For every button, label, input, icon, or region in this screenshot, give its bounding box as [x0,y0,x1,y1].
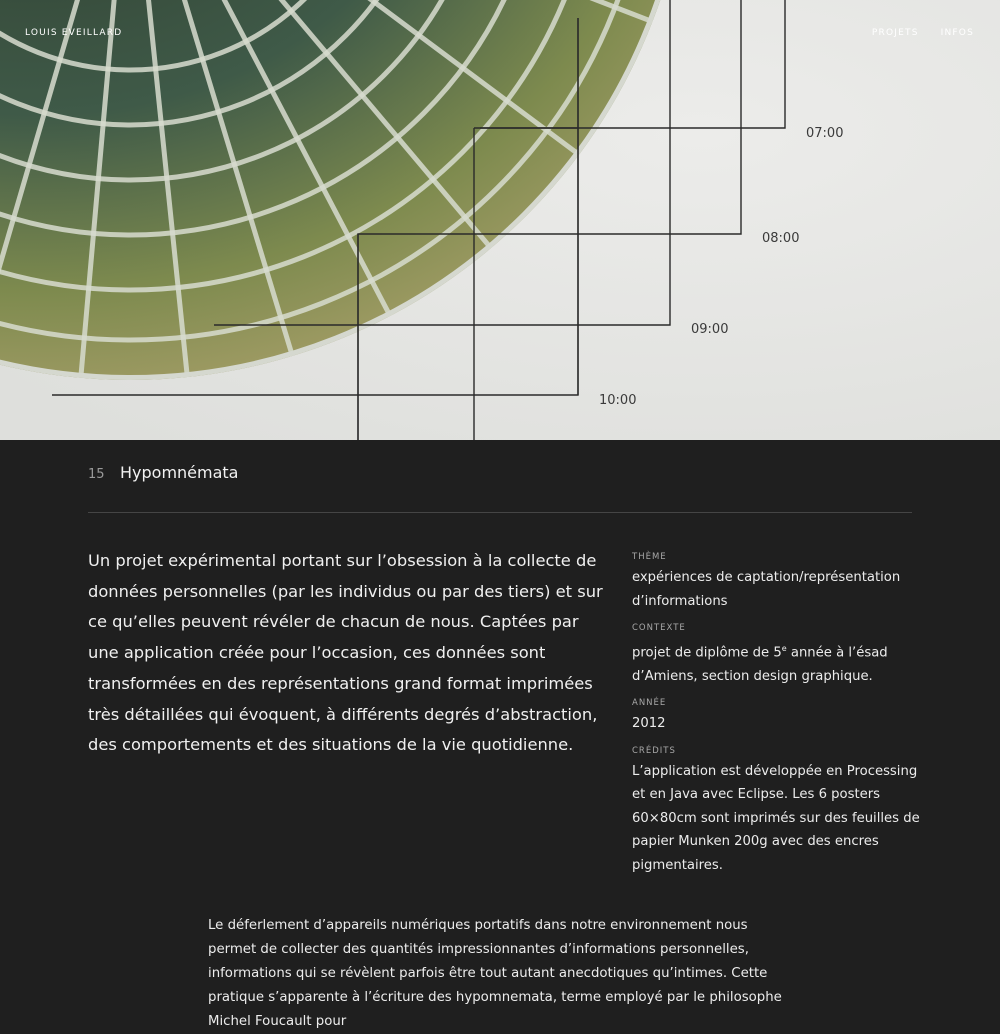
project-number: 15 [88,467,105,482]
project-body-text: Le déferlement d’appareils numériques portatifs dans notre environnement nous permet de collecter des quantités impressionnantes d’informations personnelles, informations qui se révèlent parfois être tout autant anecdotiques qu’intimes. Cette pratique s’apparente à l’écriture des hypomnemata, terme employé par le philosophe Michel Foucault pour [208,918,782,1029]
divider [88,512,912,513]
meta-context [632,623,922,688]
time-label-0800: 08:00 [762,231,800,246]
nav-infos[interactable]: INFOS [940,28,974,38]
meta-context-label: CONTEXTE [632,623,686,633]
project-title: Hypomnémata [120,463,239,482]
project-intro: Un projet expérimental portant sur l’obsession à la collecte de données personnelles (par les individus ou par des tiers) et sur ce qu’elles peuvent révéler de chacun de nous. Captées par une application créée pour l’occasion, ces données sont transformées en des représentations grand format imprimées très détaillées qui évoquent, à différents degrés d’abstraction, des comportements et des situations de la vie quotidienne. [88,551,603,755]
meta-credits [632,746,922,878]
main-nav [872,28,974,38]
time-label-1000: 10:00 [599,393,637,408]
meta-theme-label: THÈME [632,552,667,562]
meta-year [632,698,922,736]
time-label-0700: 07:00 [806,126,844,141]
meta-theme [632,552,922,613]
meta-credits-label: CRÉDITS [632,745,676,756]
site-name[interactable]: LOUIS EVEILLARD [25,28,123,38]
time-label-0900: 09:00 [691,322,729,337]
meta-context-value: projet de diplôme de 5e année à l’ésad d’Amiens, section design graphique. [632,644,888,684]
hero-image [0,0,1000,440]
meta-year-label: ANNÉE [632,698,667,709]
project-meta [632,552,922,887]
meta-theme-value: expériences de captation/représentation d’informations [632,570,901,609]
meta-year-value: 2012 [632,716,666,732]
meta-credits-value: L’application est développée en Processing et en Java avec Eclipse. Les 6 posters 60×80cm sont imprimés sur des feuilles de papier Munken 200g avec des encres pigmentaires. [632,763,920,873]
project-header [88,463,912,482]
poster-photo [0,0,1000,440]
nav-projets[interactable]: PROJETS [871,28,919,38]
